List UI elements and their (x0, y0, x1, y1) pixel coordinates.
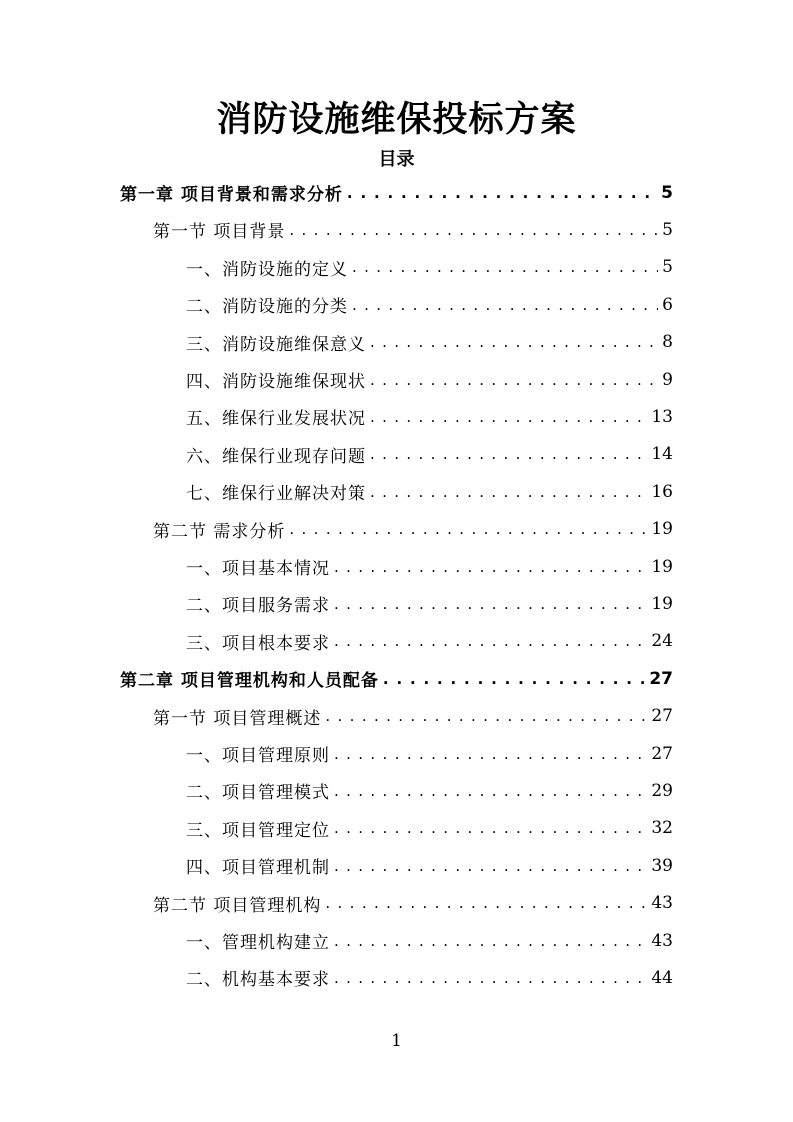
toc-entry-label: 第一章 项目背景和需求分析 (120, 185, 343, 205)
toc-entry[interactable] (186, 361, 673, 398)
toc-entry-page: 27 (649, 668, 673, 689)
toc-entry-label: 一、项目基本情况 (186, 559, 330, 579)
toc-entry-label: 二、项目管理模式 (186, 783, 330, 804)
toc-entry-label: 五、维保行业发展状况 (186, 409, 366, 430)
toc-entry-label: 二、机构基本要求 (186, 970, 330, 991)
dot-leader (334, 632, 647, 650)
toc-entry-label: 六、维保行业现存问题 (186, 446, 366, 467)
toc-entry-label: 三、消防设施维保意义 (186, 334, 366, 355)
toc-entry[interactable] (120, 660, 673, 697)
toc-entry[interactable] (186, 922, 673, 959)
dot-leader (352, 258, 658, 276)
toc-entry-page: 43 (651, 893, 673, 914)
dot-leader (334, 745, 647, 763)
toc-entry-page: 19 (651, 519, 673, 540)
toc-entry[interactable] (153, 698, 673, 735)
toc-entry-page: 8 (662, 332, 673, 353)
toc-entry[interactable] (153, 885, 673, 922)
dot-leader (383, 670, 645, 688)
toc-entry-label: 七、维保行业解决对策 (186, 484, 366, 505)
toc-entry[interactable] (186, 847, 673, 884)
toc-entry-label: 二、项目服务需求 (186, 596, 330, 617)
page-number: 1 (391, 1031, 402, 1051)
toc-entry[interactable] (186, 959, 673, 996)
toc-heading: 目录 (378, 149, 415, 170)
dot-leader (370, 333, 658, 351)
dot-leader (289, 221, 658, 239)
toc-entry[interactable] (186, 623, 673, 660)
toc-entry[interactable] (153, 511, 673, 548)
dot-leader (334, 932, 647, 950)
toc-entry-page: 39 (651, 855, 673, 876)
toc-entry-page: 5 (662, 219, 673, 240)
toc-entry-label: 四、消防设施维保现状 (186, 372, 366, 392)
toc-entry[interactable] (186, 473, 673, 510)
toc-entry[interactable] (186, 772, 673, 809)
toc-entry-label: 第二节 需求分析 (153, 521, 286, 542)
toc-entry[interactable] (186, 436, 673, 473)
toc-entry[interactable] (186, 324, 673, 361)
dot-leader (370, 408, 647, 426)
toc-entry-page: 27 (651, 706, 673, 727)
dot-leader (334, 558, 647, 576)
toc-entry-page: 5 (662, 257, 673, 278)
toc-entry-page: 6 (662, 294, 673, 315)
toc-entry-page: 16 (651, 481, 673, 502)
toc-entry-page: 9 (662, 369, 673, 390)
toc-entry[interactable] (186, 585, 673, 622)
dot-leader (334, 819, 647, 837)
toc-entry-label: 四、项目管理机制 (186, 858, 330, 879)
toc-entry-label: 第一节 项目背景 (153, 222, 286, 243)
dot-leader (289, 520, 647, 538)
toc-entry[interactable] (186, 548, 673, 585)
toc-entry-page: 29 (651, 780, 673, 801)
toc-entry-label: 三、项目管理定位 (186, 820, 330, 841)
toc-entry-label: 三、项目根本要求 (186, 633, 330, 654)
dot-leader (334, 595, 647, 613)
dot-leader (370, 445, 647, 463)
toc-entry-label: 第二节 项目管理机构 (153, 895, 322, 916)
toc-entry[interactable] (186, 398, 673, 435)
toc-entry-page: 14 (651, 444, 673, 465)
dot-leader (352, 296, 658, 314)
dot-leader (334, 857, 647, 875)
toc-entry-label: 第一节 项目管理概述 (153, 708, 322, 729)
document-title: 消防设施维保投标方案 (216, 100, 577, 140)
dot-leader (325, 707, 647, 725)
dot-leader (325, 894, 647, 912)
toc-entry[interactable] (186, 735, 673, 772)
toc-entry-label: 一、管理机构建立 (186, 933, 330, 953)
dot-leader (370, 371, 658, 389)
toc-entry-page: 19 (651, 556, 673, 577)
toc-entry-label: 第二章 项目管理机构和人员配备 (120, 671, 379, 692)
dot-leader (347, 184, 657, 202)
toc-entry[interactable] (186, 286, 673, 323)
toc-entry-page: 13 (651, 406, 673, 427)
toc-entry-page: 43 (651, 930, 673, 951)
toc-entry[interactable] (120, 174, 673, 211)
toc-entry[interactable] (186, 249, 673, 286)
toc-entry-label: 二、消防设施的分类 (186, 297, 348, 318)
toc-entry-page: 32 (651, 818, 673, 839)
toc-entry[interactable] (153, 211, 673, 248)
toc-entry-page: 24 (651, 631, 673, 652)
toc-entry-page: 27 (651, 743, 673, 764)
toc-entry-label: 一、消防设施的定义 (186, 259, 348, 280)
toc-entry-label: 一、项目管理原则 (186, 746, 330, 766)
dot-leader (370, 483, 647, 501)
toc-entry-page: 5 (661, 182, 673, 203)
toc-entry-page: 44 (651, 967, 673, 988)
dot-leader (334, 969, 647, 987)
toc-entry[interactable] (186, 810, 673, 847)
toc-entry-page: 19 (651, 593, 673, 614)
dot-leader (334, 782, 647, 800)
